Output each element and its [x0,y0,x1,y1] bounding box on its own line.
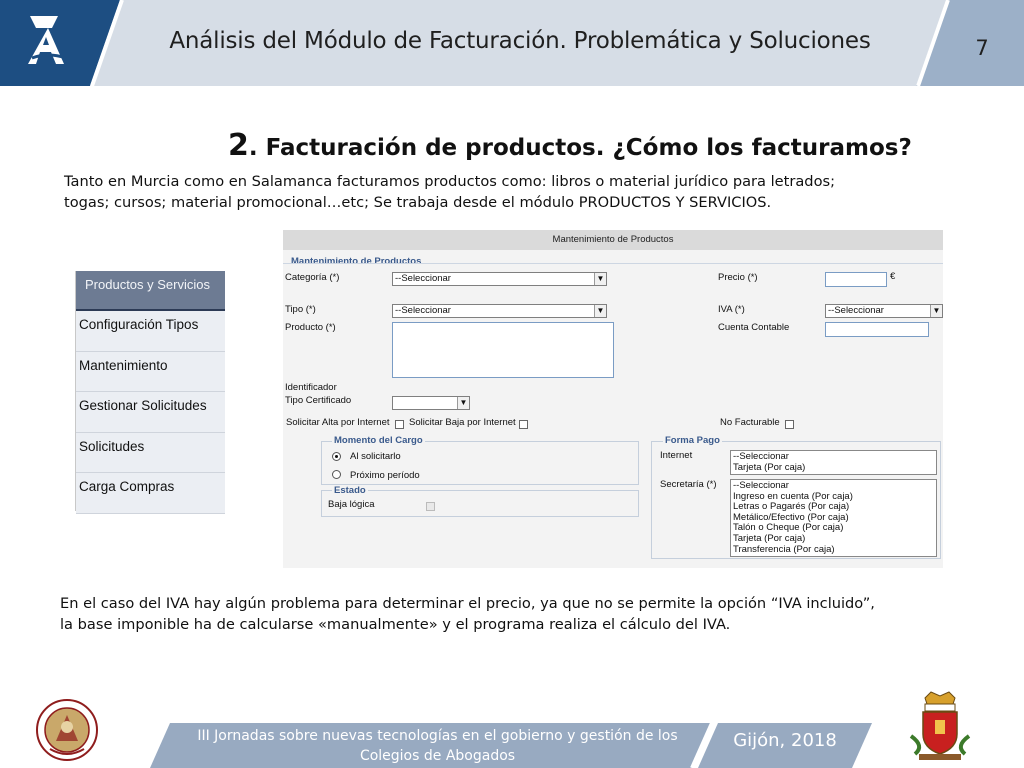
section-number: 2 [228,128,249,163]
secretaria-option[interactable]: Ingreso en cuenta (Por caja) [733,490,853,502]
momento-cargo-title: Momento del Cargo [334,435,423,446]
iva-note-paragraph [60,593,1000,635]
side-menu-item-mantenimiento[interactable]: Mantenimiento [76,352,225,393]
secretaria-option[interactable]: --Seleccionar [733,480,789,491]
side-menu-header: Productos y Servicios [76,271,225,311]
section-heading [228,128,912,163]
cuenta-contable-label: Cuenta Contable [718,322,790,333]
tipo-label: Tipo (*) [285,304,316,315]
chevron-down-icon: ▼ [930,305,942,317]
producto-textarea[interactable] [392,322,614,378]
cuenta-contable-input[interactable] [825,322,929,337]
chevron-down-icon: ▼ [594,273,606,285]
no-facturable-checkbox[interactable] [785,420,794,429]
al-solicitarlo-radio[interactable] [332,452,341,461]
intro-line-2: togas; cursos; material promocional…etc; Se trabaja desde el módulo PRODUCTOS Y SERVICIOS. [64,194,772,211]
baja-logica-checkbox[interactable] [426,502,435,511]
slide-header [0,0,1024,86]
internet-listbox[interactable] [730,450,937,475]
tipo-select[interactable] [392,304,607,318]
estado-title: Estado [334,485,366,496]
abogacia-a-logo-icon [28,12,68,66]
no-facturable-label: No Facturable [720,417,780,428]
identificador-label: Identificador [285,382,337,393]
internet-option[interactable]: --Seleccionar [733,451,789,462]
slide-number: 7 [975,36,989,60]
footer-event-line-2: Colegios de Abogados [359,748,516,764]
internet-option[interactable]: Tarjeta (Por caja) [733,461,806,473]
baja-internet-label: Solicitar Baja por Internet [409,417,516,428]
chevron-down-icon: ▼ [594,305,606,317]
tipo-certificado-select[interactable] [392,396,470,410]
iva-select[interactable] [825,304,943,318]
salamanca-bar-seal-icon [36,697,98,763]
intro-line-1: Tanto en Murcia como en Salamanca facturamos productos como: libros o material jurídico para letrados; [64,173,836,190]
section-heading-text: . Facturación de productos. ¿Cómo los facturamos? [248,135,912,161]
product-maintenance-form [283,230,943,568]
precio-input[interactable] [825,272,887,287]
page-title: Análisis del Módulo de Facturación. Problemática y Soluciones [169,28,871,54]
precio-label: Precio (*) [718,272,758,283]
form-legend: Mantenimiento de Productos [291,256,422,267]
secretaria-option[interactable]: Metálico/Efectivo (Por caja) [733,511,849,523]
currency-symbol: € [890,271,896,282]
side-menu-item-gestionar-solicitudes[interactable]: Gestionar Solicitudes [76,392,225,433]
footer-city-year: Gijón, 2018 [733,730,837,751]
alta-internet-checkbox[interactable] [395,420,404,429]
products-side-menu [75,271,225,511]
proximo-periodo-label: Próximo período [350,470,420,481]
categoria-label: Categoría (*) [285,272,340,283]
baja-logica-label: Baja lógica [328,499,375,510]
form-divider [283,263,943,264]
internet-label: Internet [660,450,693,461]
iva-label: IVA (*) [718,304,745,315]
categoria-select-value: --Seleccionar [395,273,451,284]
secretaria-label: Secretaría (*) [660,479,717,490]
tipo-select-value: --Seleccionar [395,305,451,316]
secretaria-option[interactable]: Letras o Pagarés (Por caja) [733,501,850,513]
chevron-down-icon: ▼ [457,397,469,409]
footer-event-text [170,726,705,766]
side-menu-item-solicitudes[interactable]: Solicitudes [76,433,225,474]
al-solicitarlo-label: Al solicitarlo [350,451,401,462]
secretaria-option[interactable]: Tarjeta (Por caja) [733,532,806,544]
intro-paragraph [64,171,964,213]
proximo-periodo-radio[interactable] [332,470,341,479]
secretaria-option[interactable]: Talón o Cheque (Por caja) [733,522,844,534]
abogacia-coat-of-arms-icon [905,690,975,764]
form-title-bar: Mantenimiento de Productos [283,230,943,250]
baja-internet-checkbox[interactable] [519,420,528,429]
footer-event-line-1: III Jornadas sobre nuevas tecnologías en el gobierno y gestión de los [197,728,678,744]
iva-note-line-1: En el caso del IVA hay algún problema para determinar el precio, ya que no se permite la opción “IVA incluido”, [60,595,875,612]
categoria-select[interactable] [392,272,607,286]
tipo-certificado-label: Tipo Certificado [285,395,352,406]
side-menu-item-configuracion-tipos[interactable]: Configuración Tipos [76,311,225,352]
forma-pago-title: Forma Pago [665,435,720,446]
alta-internet-label: Solicitar Alta por Internet [286,417,390,428]
secretaria-listbox[interactable] [730,479,937,557]
side-menu-item-carga-compras[interactable]: Carga Compras [76,473,225,514]
secretaria-option[interactable]: Transferencia (Por caja) [733,543,835,555]
iva-select-value: --Seleccionar [828,305,884,316]
iva-note-line-2: la base imponible ha de calcularse «manualmente» y el programa realiza el cálculo del IVA. [60,616,731,633]
producto-label: Producto (*) [285,322,336,333]
